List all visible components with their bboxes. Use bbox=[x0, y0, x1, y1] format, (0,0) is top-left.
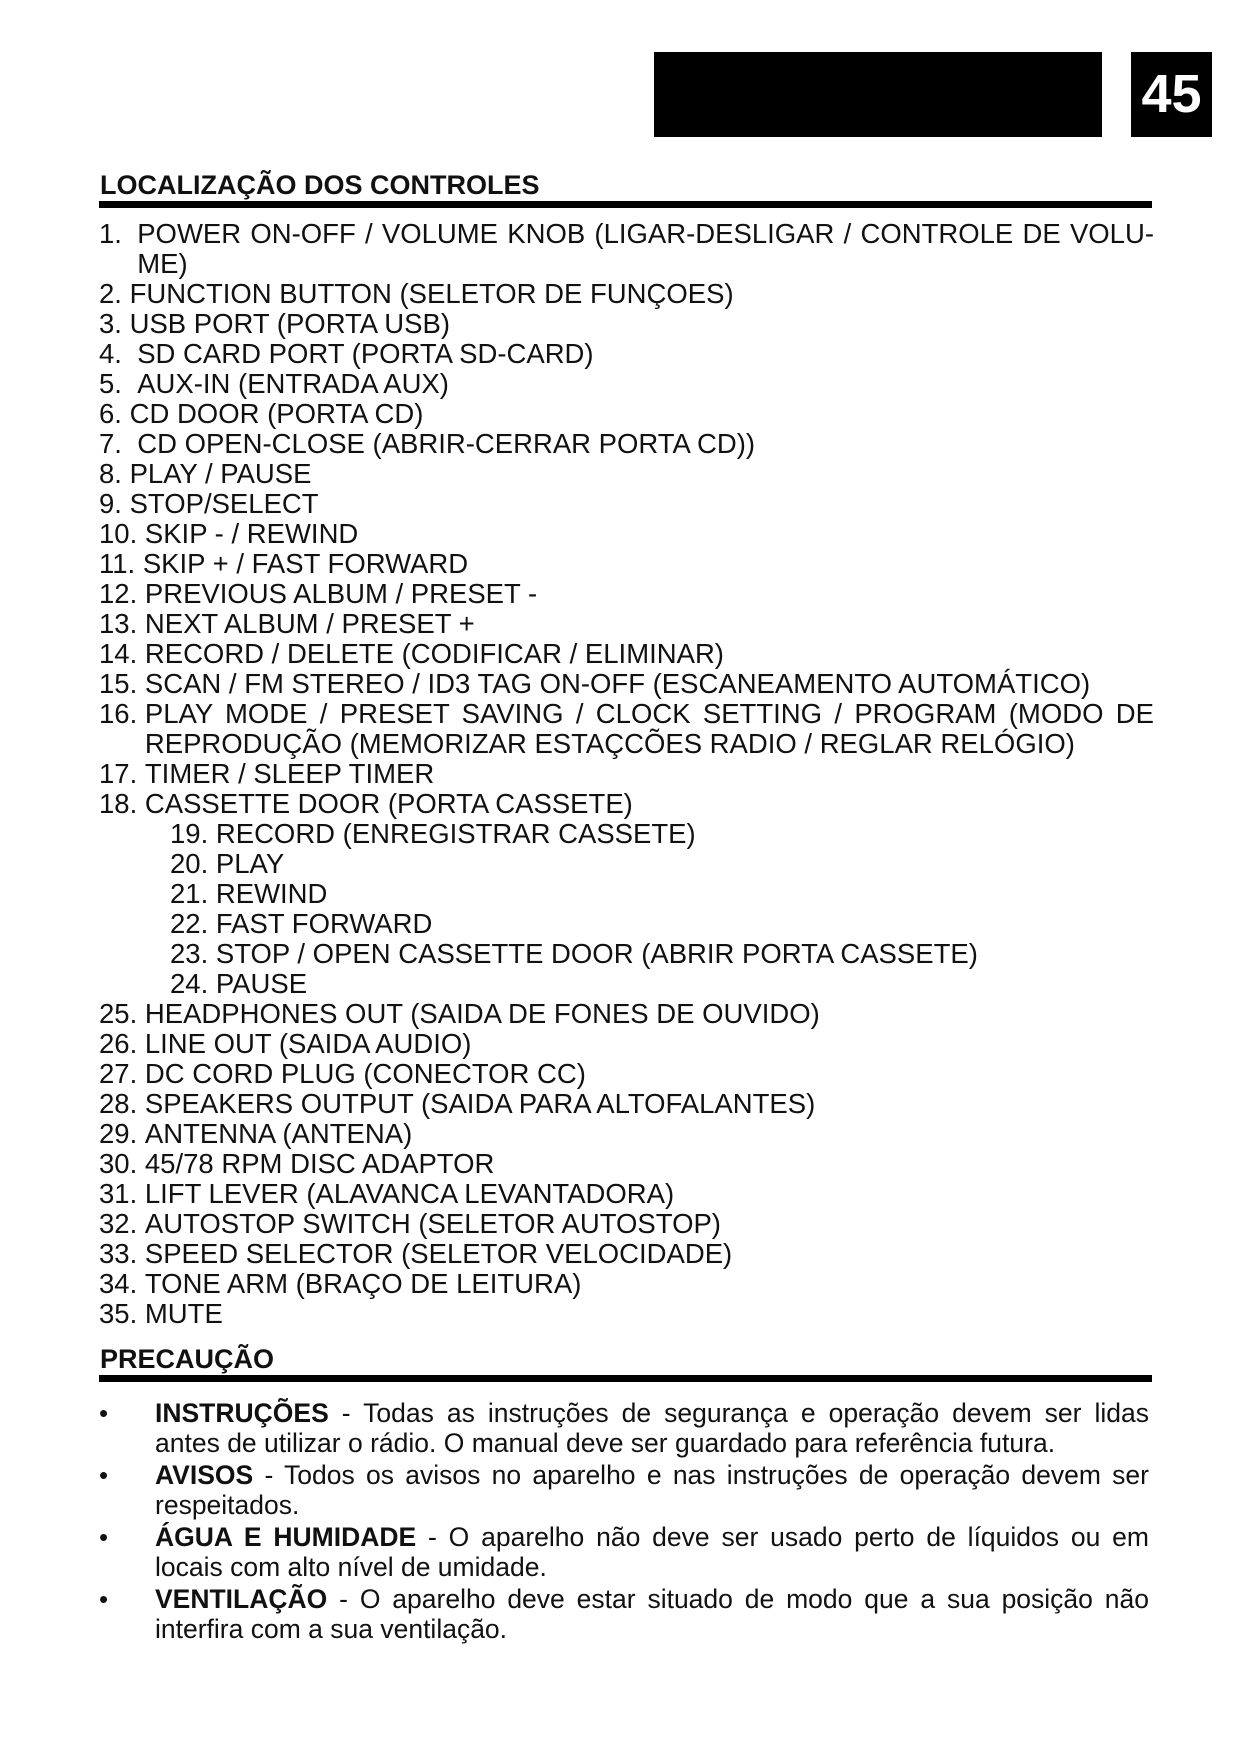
list-item: 10. SKIP - / REWIND bbox=[99, 518, 359, 549]
list-item: 32. AUTOSTOP SWITCH (SELETOR AUTOSTOP) bbox=[99, 1208, 721, 1239]
bullet-icon: • bbox=[99, 1584, 109, 1614]
list-item: 31. LIFT LEVER (ALAVANCA LEVANTADORA) bbox=[99, 1178, 675, 1209]
list-item: 15. SCAN / FM STEREO / ID3 TAG ON-OFF (ESCANEAMENTO AUTOMÁTICO) bbox=[99, 668, 1091, 699]
bullet-item bbox=[99, 1398, 1149, 1458]
bullet-icon: • bbox=[99, 1398, 109, 1428]
list-item: 33. SPEED SELECTOR (SELETOR VELOCIDADE) bbox=[99, 1238, 733, 1269]
list-item: 12. PREVIOUS ALBUM / PRESET - bbox=[99, 578, 538, 609]
list-item: 1. POWER ON-OFF / VOLUME KNOB (LIGAR-DESLIGAR / CONTROLE DE VOLU-ME) bbox=[99, 218, 1154, 279]
list-item: 30. 45/78 RPM DISC ADAPTOR bbox=[99, 1148, 495, 1179]
bullet-icon: • bbox=[99, 1522, 109, 1552]
bullet-item bbox=[99, 1584, 1149, 1644]
list-item: 23. STOP / OPEN CASSETTE DOOR (ABRIR PORTA CASSETE) bbox=[170, 938, 978, 969]
list-item: 24. PAUSE bbox=[170, 968, 308, 999]
list-item: 25. HEADPHONES OUT (SAIDA DE FONES DE OUVIDO) bbox=[99, 998, 820, 1029]
list-item: 20. PLAY bbox=[170, 848, 285, 879]
list-item: 7. CD OPEN-CLOSE (ABRIR-CERRAR PORTA CD)) bbox=[99, 428, 756, 459]
precaution-title-rule bbox=[99, 1375, 1152, 1382]
bullet-term: AVISOS bbox=[155, 1460, 254, 1490]
controls-list bbox=[99, 219, 1154, 1329]
precaution-list bbox=[99, 1398, 1149, 1646]
bullet-icon: • bbox=[99, 1460, 109, 1490]
list-item: 14. RECORD / DELETE (CODIFICAR / ELIMINAR) bbox=[99, 638, 724, 669]
list-item: 26. LINE OUT (SAIDA AUDIO) bbox=[99, 1028, 472, 1059]
bullet-text: - Todas as instruções de segurança e operação devem ser lidas antes de utilizar o rádio. O manual deve ser guardado para referência futura. bbox=[155, 1398, 1149, 1458]
list-item: 5. AUX-IN (ENTRADA AUX) bbox=[99, 368, 449, 399]
bullet-term: INSTRUÇÕES bbox=[155, 1398, 329, 1428]
bullet-text: - Todos os avisos no aparelho e nas instruções de operação devem ser respeitados. bbox=[155, 1460, 1149, 1520]
page-number: 45 bbox=[1131, 52, 1212, 137]
list-item: 3. USB PORT (PORTA USB) bbox=[99, 308, 450, 339]
list-item: 29. ANTENNA (ANTENA) bbox=[99, 1118, 413, 1149]
list-item: 28. SPEAKERS OUTPUT (SAIDA PARA ALTOFALANTES) bbox=[99, 1088, 816, 1119]
list-item: 9. STOP/SELECT bbox=[99, 488, 319, 519]
header-bar bbox=[654, 52, 1102, 137]
controls-title: LOCALIZAÇÃO DOS CONTROLES bbox=[100, 170, 540, 200]
list-item: 34. TONE ARM (BRAÇO DE LEITURA) bbox=[99, 1268, 582, 1299]
list-item: 19. RECORD (ENREGISTRAR CASSETE) bbox=[170, 818, 696, 849]
bullet-text: - O aparelho não deve ser usado perto de líquidos ou em locais com alto nível de umidade. bbox=[155, 1522, 1149, 1582]
bullet-term: ÁGUA E HUMIDADE bbox=[155, 1522, 417, 1552]
controls-title-rule bbox=[99, 201, 1152, 208]
bullet-item bbox=[99, 1522, 1149, 1582]
list-item: 27. DC CORD PLUG (CONECTOR CC) bbox=[99, 1058, 586, 1089]
list-item: 11. SKIP + / FAST FORWARD bbox=[99, 548, 469, 579]
bullet-term: VENTILAÇÃO bbox=[155, 1584, 328, 1614]
list-item: 2. FUNCTION BUTTON (SELETOR DE FUNÇOES) bbox=[99, 278, 734, 309]
list-item: 6. CD DOOR (PORTA CD) bbox=[99, 398, 424, 429]
bullet-text: - O aparelho deve estar situado de modo que a sua posição não interfira com a sua ventilação. bbox=[155, 1584, 1149, 1644]
list-item: 17. TIMER / SLEEP TIMER bbox=[99, 758, 435, 789]
list-item: 21. REWIND bbox=[170, 878, 328, 909]
bullet-item bbox=[99, 1460, 1149, 1520]
list-item: 8. PLAY / PAUSE bbox=[99, 458, 312, 489]
list-item: 4. SD CARD PORT (PORTA SD-CARD) bbox=[99, 338, 594, 369]
list-item: 18. CASSETTE DOOR (PORTA CASSETE) bbox=[99, 788, 633, 819]
list-item: 35. MUTE bbox=[99, 1298, 223, 1329]
list-item: 13. NEXT ALBUM / PRESET + bbox=[99, 608, 475, 639]
list-item: 16. PLAY MODE / PRESET SAVING / CLOCK SETTING / PROGRAM (MODO DE REPRODUÇÃO (MEMORIZAR ESTAÇCÕES RADIO / REGLAR RELÓGIO) bbox=[99, 698, 1154, 759]
precaution-title: PRECAUÇÃO bbox=[100, 1344, 275, 1374]
list-item: 22. FAST FORWARD bbox=[170, 908, 433, 939]
